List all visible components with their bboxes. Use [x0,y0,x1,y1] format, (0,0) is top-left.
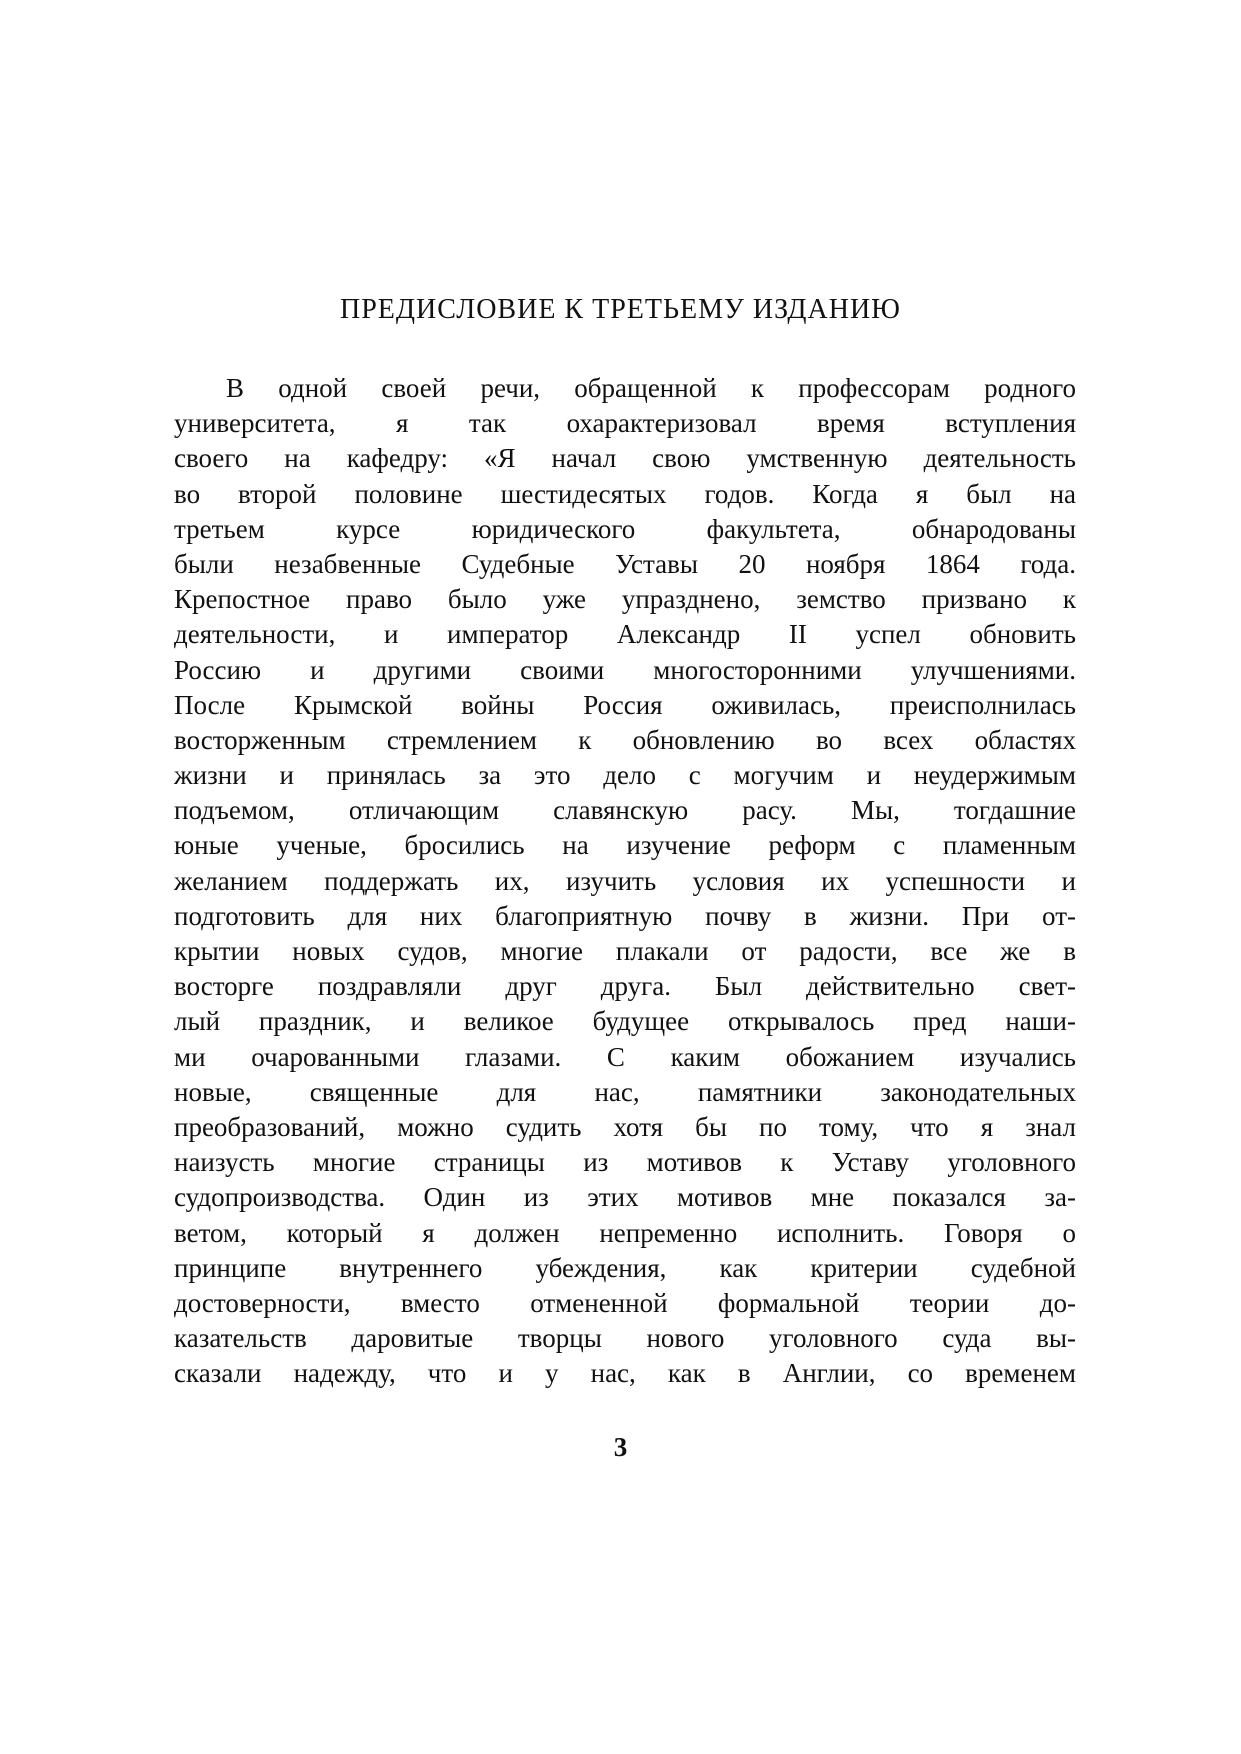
text-line: принципе внутреннего убеждения, как критерии судебной [174,1252,1076,1283]
text-line: жизни и принялась за это дело с могучим и неудержимым [174,760,1076,791]
preface-paragraph [174,371,1076,1391]
text-line: желанием поддержать их, изучить условия их успешности и [174,865,1076,896]
text-line: деятельности, и император Александр II успел обновить [174,619,1076,650]
text-line: сказали надежду, что и у нас, как в Англии, со временем [174,1358,1076,1389]
text-line: подготовить для них благоприятную почву в жизни. При от- [174,900,1076,931]
text-line: своего на кафедру: «Я начал свою умственную деятельность [174,443,1076,474]
text-line: наизусть многие страницы из мотивов к Уставу уголовного [174,1147,1076,1178]
text-line: ветом, который я должен непременно исполнить. Говоря о [174,1217,1076,1248]
text-line: восторженным стремлением к обновлению во всех областях [174,724,1076,755]
chapter-heading: ПРЕДИСЛОВИЕ К ТРЕТЬЕМУ ИЗДАНИЮ [340,294,901,325]
text-line: новые, священные для нас, памятники законодательных [174,1076,1076,1107]
text-line: университета, я так охарактеризовал время вступления [174,408,1076,439]
text-line: Россию и другими своими многосторонними улучшениями. [174,654,1076,685]
text-line: крытии новых судов, многие плакали от радости, все же в [174,936,1076,966]
text-line: юные ученые, бросились на изучение реформ с пламенным [174,830,1076,861]
text-line: лый праздник, и великое будущее открывалось пред наши- [174,1006,1076,1037]
page-number: 3 [613,1432,628,1462]
text-line: подъемом, отличающим славянскую расу. Мы, тогдашние [174,795,1076,826]
text-line: казательств даровитые творцы нового уголовного суда вы- [174,1323,1076,1354]
text-line: После Крымской войны Россия оживилась, преисполнилась [174,689,1076,720]
text-line: достоверности, вместо отмененной формальной теории до- [174,1287,1076,1318]
text-line: во второй половине шестидесятых годов. Когда я был на [174,478,1076,509]
text-line: В одной своей речи, обращенной к профессорам родного [226,373,1076,403]
text-line: восторге поздравляли друг друга. Был действительно свет- [174,971,1076,1002]
text-line: Крепостное право было уже упразднено, земство призвано к [174,584,1076,615]
text-line: судопроизводства. Один из этих мотивов мне показался за- [174,1182,1076,1213]
text-line: ми очарованными глазами. С каким обожанием изучались [174,1041,1076,1072]
text-line: были незабвенные Судебные Уставы 20 ноября 1864 года. [174,548,1076,579]
text-line: третьем курсе юридического факультета, обнародованы [174,513,1076,544]
text-line: преобразований, можно судить хотя бы по тому, что я знал [174,1111,1076,1142]
